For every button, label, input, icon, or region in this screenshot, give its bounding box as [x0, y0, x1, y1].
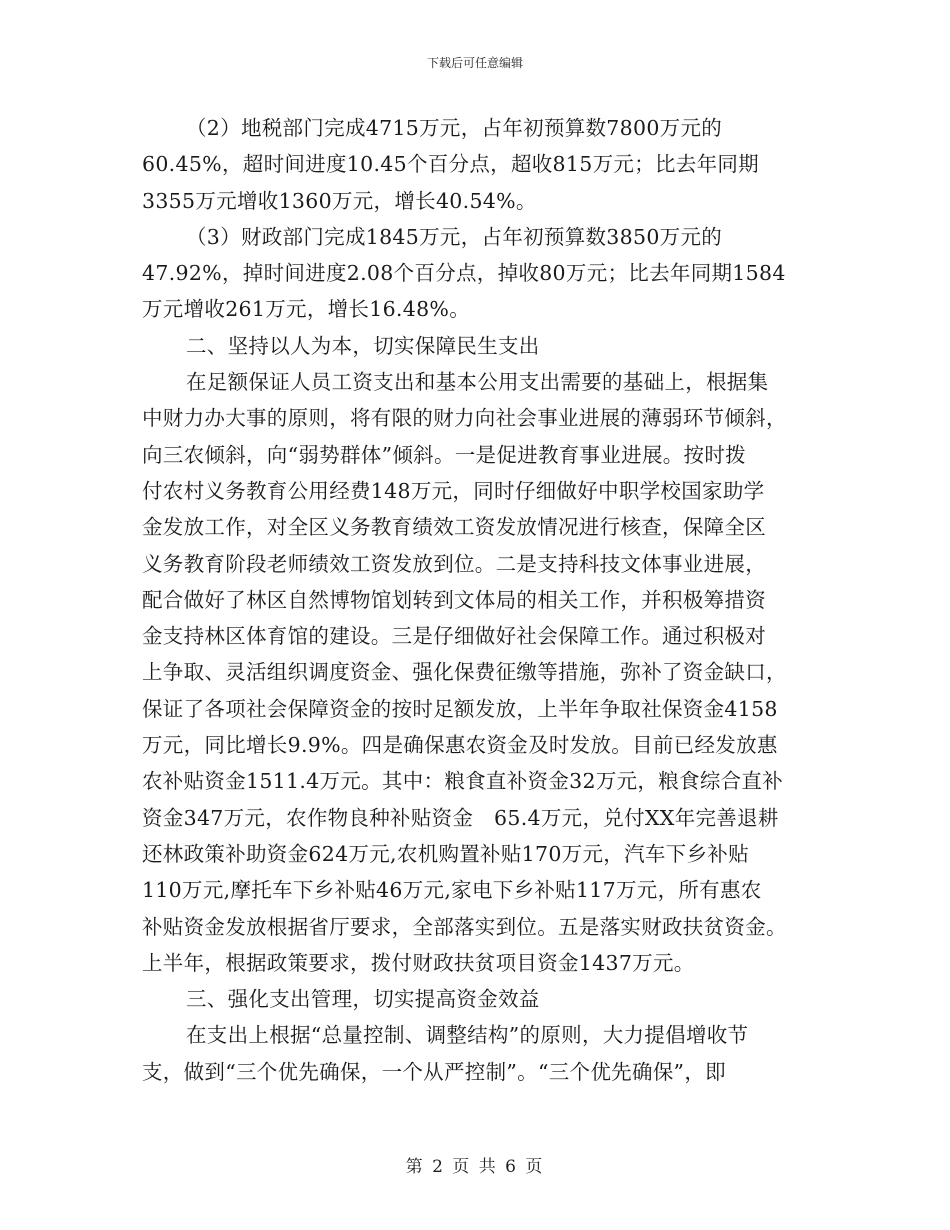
text-line: 上半年，根据政策要求，拨付财政扶贫项目资金1437万元。: [142, 950, 695, 975]
text-line: 二、坚持以人为本，切实保障民生支出: [186, 333, 540, 358]
text-line: （3）财政部门完成1845万元，占年初预算数3850万元的: [186, 224, 723, 249]
text-line: 3355万元增收1360万元，增长40.54%。: [142, 188, 537, 213]
text-line: 付农村义务教育公用经费148万元，同时仔细做好中职学校国家助学: [142, 478, 765, 503]
text-line: 农补贴资金1511.4万元。其中：粮食直补资金32万元，粮食综合直补: [142, 769, 784, 794]
text-line: 义务教育阶段老师绩效工资发放到位。二是支持科技文体事业进展，: [142, 551, 766, 576]
text-line: 60.45%，超时间进度10.45个百分点，超收815万元；比去年同期: [142, 152, 759, 177]
text-line: （2）地税部门完成4715万元，占年初预算数7800万元的: [186, 116, 723, 140]
text-line: 万元增收261万元，增长16.48%。: [142, 297, 470, 322]
text-line: 在支出上根据“总量控制、调整结构”的原则，大力提倡增收节: [186, 1023, 749, 1048]
text-line: 支，做到“三个优先确保，一个从严控制”。“三个优先确保”，即: [142, 1059, 726, 1084]
text-line: 上争取、灵活组织调度资金、强化保费征缴等措施，弥补了资金缺口，: [142, 660, 787, 685]
page-header: 下载后可任意编辑: [426, 56, 523, 70]
text-line: 金发放工作，对全区义务教育绩效工资发放情况进行核查，保障全区: [142, 515, 766, 540]
text-line: 还林政策补助资金624万元,农机购置补贴170万元，汽车下乡补贴: [142, 841, 749, 866]
text-line: 金支持林区体育馆的建设。三是仔细做好社会保障工作。通过积极对: [142, 624, 766, 649]
page-footer: 第 2 页 共 6 页: [405, 1157, 545, 1177]
text-line: 中财力办大事的原则，将有限的财力向社会事业进展的薄弱环节倾斜，: [142, 406, 787, 431]
document-body: [142, 110, 812, 1090]
text-line: 110万元,摩托车下乡补贴46万元,家电下乡补贴117万元，所有惠农: [142, 878, 762, 903]
text-line: 三、强化支出管理，切实提高资金效益: [186, 987, 540, 1012]
text-line: 资金347万元，农作物良种补贴资金 65.4万元，兑付XX年完善退耕: [142, 805, 779, 830]
text-line: 47.92%，掉时间进度2.08个百分点，掉收80万元；比去年同期1584: [142, 261, 786, 286]
text-line: 向三农倾斜，向“弱势群体”倾斜。一是促进教育事业进展。按时拨: [142, 442, 746, 467]
text-line: 配合做好了林区自然博物馆划转到文体局的相关工作，并积极筹措资: [142, 587, 766, 612]
text-line: 万元，同比增长9.9%。四是确保惠农资金及时发放。目前已经发放惠: [142, 733, 778, 758]
body-text: [142, 110, 812, 1090]
text-line: 在足额保证人员工资支出和基本公用支出需要的基础上，根据集: [186, 370, 769, 395]
text-line: 保证了各项社会保障资金的按时足额发放，上半年争取社保资金4158: [142, 696, 778, 721]
text-line: 补贴资金发放根据省厅要求，全部落实到位。五是落实财政扶贫资金。: [142, 914, 787, 939]
